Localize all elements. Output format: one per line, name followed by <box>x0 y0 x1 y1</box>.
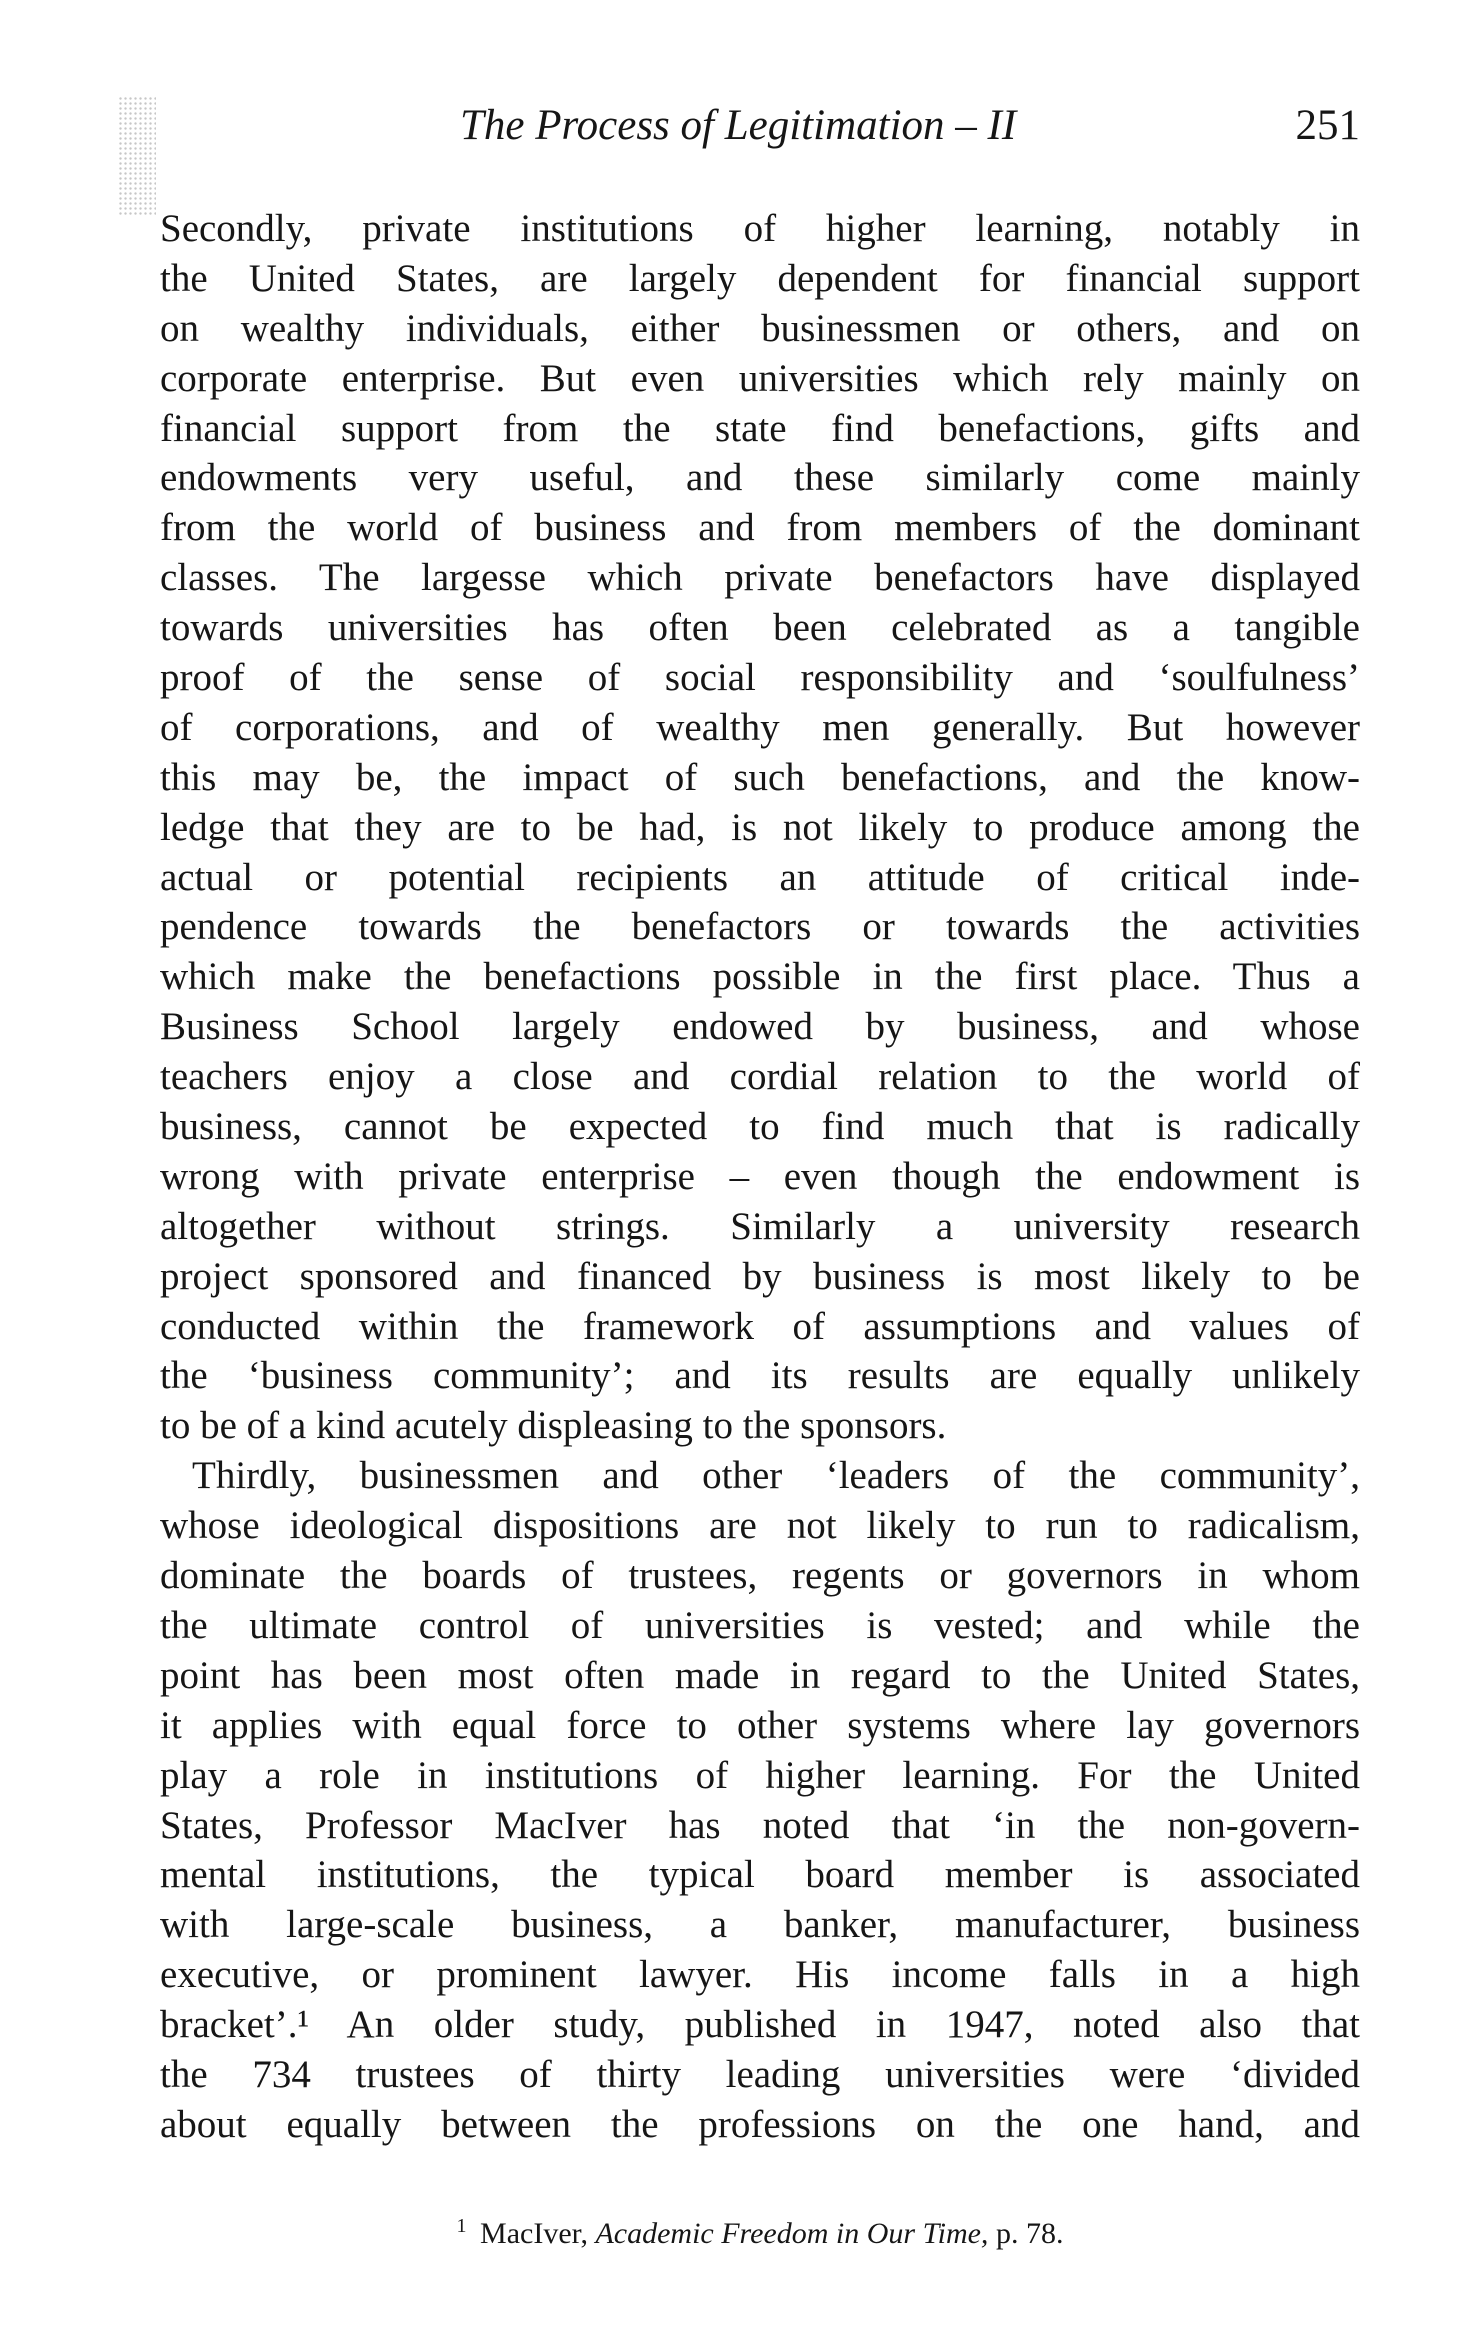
text-line: corporate enterprise. But even universities which rely mainly on <box>160 356 1360 400</box>
text-line: the ultimate control of universities is vested; and while the <box>160 1603 1360 1647</box>
text-line: Thirdly, businessmen and other ‘leaders of the community’, <box>192 1454 1360 1498</box>
text-line: conducted within the framework of assumptions and values of <box>160 1304 1360 1348</box>
text-line: financial support from the state find benefactions, gifts and <box>160 406 1360 450</box>
text-line: the United States, are largely dependent for financial support <box>160 256 1360 300</box>
body-text <box>160 204 1360 2150</box>
text-line: teachers enjoy a close and cordial relation to the world of <box>160 1055 1360 1099</box>
footnote-title: Academic Freedom in Our Time, <box>595 2217 989 2250</box>
footnote-author: MacIver, <box>480 2217 588 2250</box>
text-line: the ‘business community’; and its results are equally unlikely <box>160 1354 1360 1398</box>
text-line: point has been most often made in regard to the United States, <box>160 1653 1360 1697</box>
text-line: whose ideological dispositions are not likely to run to radicalism, <box>160 1504 1360 1548</box>
text-line: mental institutions, the typical board member is associated <box>160 1853 1360 1897</box>
text-line: business, cannot be expected to find much that is radically <box>160 1105 1360 1149</box>
footnote <box>160 2206 1360 2254</box>
text-line: ledge that they are to be had, is not likely to produce among the <box>160 805 1360 849</box>
text-line: endowments very useful, and these similarly come mainly <box>160 456 1360 500</box>
text-line: altogether without strings. Similarly a university research <box>160 1204 1360 1248</box>
footnote-page: p. 78. <box>995 2217 1064 2250</box>
text-line: actual or potential recipients an attitude of critical inde- <box>160 855 1360 899</box>
page-number: 251 <box>1295 102 1360 149</box>
text-line: proof of the sense of social responsibility and ‘soulfulness’ <box>160 656 1360 700</box>
text-line: pendence towards the benefactors or towards the activities <box>160 905 1360 949</box>
text-line: to be of a kind acutely displeasing to the sponsors. <box>160 1404 947 1448</box>
text-line: wrong with private enterprise – even though the endowment is <box>160 1154 1360 1198</box>
text-line: on wealthy individuals, either businessmen or others, and on <box>160 306 1360 350</box>
text-line: about equally between the professions on the one hand, and <box>160 2102 1360 2146</box>
text-line: Business School largely endowed by business, and whose <box>160 1005 1360 1049</box>
footnote-marker: 1 <box>456 2215 467 2237</box>
text-line: this may be, the impact of such benefactions, and the know- <box>160 755 1360 799</box>
text-line: States, Professor MacIver has noted that ‘in the non-govern- <box>160 1803 1360 1847</box>
text-line: play a role in institutions of higher learning. For the United <box>160 1753 1360 1797</box>
text-line: it applies with equal force to other systems where lay governors <box>160 1703 1360 1747</box>
text-line: of corporations, and of wealthy men generally. But however <box>160 705 1360 749</box>
text-line: towards universities has often been celebrated as a tangible <box>160 606 1360 650</box>
text-line: classes. The largesse which private benefactors have displayed <box>160 556 1360 600</box>
running-header <box>160 96 1360 156</box>
text-line: executive, or prominent lawyer. His income falls in a high <box>160 1953 1360 1997</box>
text-line: bracket’.¹ An older study, published in 1947, noted also that <box>160 2003 1360 2047</box>
text-line: which make the benefactions possible in the first place. Thus a <box>160 955 1360 999</box>
text-line: project sponsored and financed by business is most likely to be <box>160 1254 1360 1298</box>
text-line: dominate the boards of trustees, regents or governors in whom <box>160 1554 1360 1598</box>
text-line: from the world of business and from members of the dominant <box>160 506 1360 550</box>
text-line: with large-scale business, a banker, manufacturer, business <box>160 1903 1360 1947</box>
running-title: The Process of Legitimation – II <box>460 102 1017 149</box>
text-line: the 734 trustees of thirty leading universities were ‘divided <box>160 2052 1360 2096</box>
text-line: Secondly, private institutions of higher learning, notably in <box>160 207 1360 250</box>
scan-speckle <box>118 96 156 216</box>
